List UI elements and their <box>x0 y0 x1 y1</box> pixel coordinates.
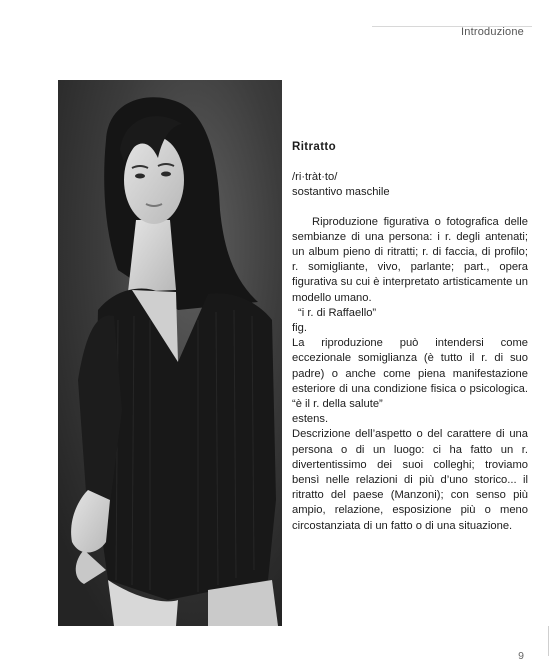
entry-term: Ritratto <box>292 141 337 153</box>
portrait-photo <box>58 80 282 626</box>
definition-3: Descrizione dell’aspetto o del carattere di una persona o di un luogo: ci ha fatto un r. divertentissimo dei suoi colleghi; troviamo bensì nelle relazioni di più d’uno storico... il ritratto del paese (Manzoni); con senso più ampio, relazione, esposizione più o meno circostanziata di un fatto o di una situazione. <box>292 428 528 532</box>
entry-part-of-speech: sostantivo maschile <box>292 186 390 199</box>
label-fig: fig. <box>292 322 307 335</box>
example-1: “i r. di Raffaello” <box>298 306 377 319</box>
label-estens: estens. <box>292 413 329 426</box>
entry-phonetic: /ri·tràt·to/ <box>292 171 338 184</box>
definition-1: Riproduzione figurativa o fotografica delle sembianze di una persona: i r. degli antenati; un album pieno di ritratti; r. di faccia, di profilo; r. somigliante, vivo, parlante; part., opera figurativa su cui è interpretato artisticamente un modello umano. <box>292 215 528 304</box>
footer-rule <box>548 626 549 656</box>
section-title: Introduzione <box>461 26 524 38</box>
page-number: 9 <box>518 650 524 662</box>
dictionary-entry <box>292 140 528 534</box>
definition-2: La riproduzione può intendersi come eccezionale somiglianza (è tutto il r. di suo padre) o anche come piena manifestazione esteriore di una condizione fisica o psicologica. “è il r. della salute” <box>292 337 528 411</box>
